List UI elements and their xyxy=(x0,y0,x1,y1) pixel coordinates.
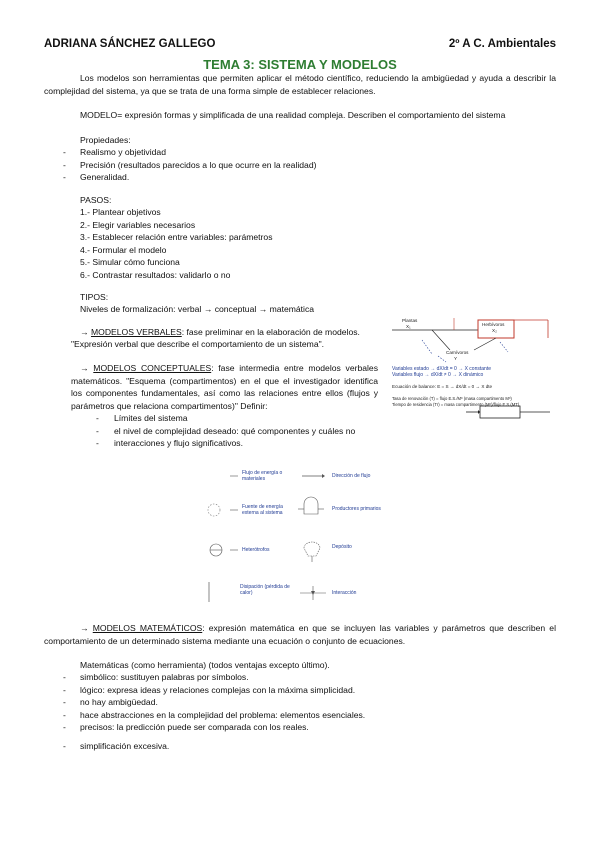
diagram-line-5: Tiempo de residencia (Tr) = masa compartimento (Mº)/flujo E.S.(MT) xyxy=(392,402,520,407)
box-herbivoros: Herbívoros xyxy=(482,322,505,327)
list-item: - interacciones y flujo significativos. xyxy=(96,438,243,449)
box-carnivoros-var: Y xyxy=(454,356,458,361)
list-item: 6.- Contrastar resultados: validarlo o no xyxy=(80,269,231,280)
legend-heterotrofos: Heterótrofos xyxy=(242,547,270,553)
symbols-legend-svg xyxy=(200,460,400,610)
box-plantas: Plantas xyxy=(402,318,418,323)
conceptuales-paragraph: → MODELOS CONCEPTUALES: fase intermedia entre modelos verbales matemáticos. "Esquema (compartimentos) en el que el investigador identifica los componentes fundamentales, así como las relaciones entre ellos (flujos y parámetros que relaciona compartimentos)" Definir: xyxy=(71,363,379,411)
list-item: - Generalidad. xyxy=(63,172,130,183)
legend-productores: Productores primarios xyxy=(332,506,381,512)
page-title: TEMA 3: SISTEMA Y MODELOS xyxy=(203,57,397,72)
propiedades-heading: Propiedades: xyxy=(80,135,131,145)
list-item: - lógico: expresa ideas y relaciones complejas con la máxima simplicidad. xyxy=(63,684,356,695)
list-item: - simbólico: sustituyen palabras por símbolos. xyxy=(63,672,249,682)
verbales-quote: "Expresión verbal que describe el comportamiento de un sistema". xyxy=(71,339,325,349)
list-item: - el nivel de complejidad deseado: qué componentes y cuáles no xyxy=(96,425,356,436)
legend-interaccion: Interacción xyxy=(332,590,357,596)
legend-deposito: Depósito xyxy=(332,544,352,550)
conceptuales-title: MODELOS CONCEPTUALES xyxy=(93,363,212,373)
symbols-legend xyxy=(200,460,400,610)
matematicos-last-item: - simplificación excesiva. xyxy=(63,741,170,751)
verbales-title: MODELOS VERBALES xyxy=(90,327,182,337)
legend-fuente: Fuente de energía externa al sistema xyxy=(242,504,283,516)
list-item: - Realismo y objetividad xyxy=(63,147,166,157)
propiedades-list xyxy=(0,146,600,184)
list-item: - Límites del sistema xyxy=(96,413,188,423)
legend-disipacion: Disipación (pérdida de calor) xyxy=(240,584,290,596)
list-item: - hace abstracciones en la complejidad del problema: elementos esenciales. xyxy=(63,709,366,720)
diagram-line-1: Variables estado → dX/dt = 0 → X constante xyxy=(392,366,491,372)
list-item: 1.- Plantear objetivos xyxy=(80,207,161,217)
matematicos-paragraph: → MODELOS MATEMÁTICOS: expresión matemática en que se incluyen las variables y parámetros que describen el comportamiento de un determinado sistema mediante una ecuación o conjunto de ecuaciones. xyxy=(44,623,556,646)
list-item: - Precisión (resultados parecidos a lo que ocurre en la realidad) xyxy=(63,159,317,170)
course-label: 2º A C. Ambientales xyxy=(448,38,556,50)
list-item: 4.- Formular el modelo xyxy=(80,244,167,255)
matematicos-title: MODELOS MATEMÁTICOS xyxy=(92,623,203,633)
box-carnivoros: Carnívoros xyxy=(446,350,469,355)
diagram-line-3: Ecuación de balance: E = S → dX/dt = 0 → X dte xyxy=(392,384,493,389)
list-item: 5.- Simular cómo funciona xyxy=(80,257,180,268)
compartment-diagram xyxy=(392,310,558,430)
list-item: 2.- Elegir variables necesarios xyxy=(80,219,196,230)
diagram-line-2: Variables flujo → dX/dt ≠ 0 → X dinámico xyxy=(392,372,484,378)
matematicos-list xyxy=(0,671,600,734)
legend-direccion: Dirección de flujo xyxy=(332,473,371,479)
box-plantas-var: X₁ xyxy=(406,324,411,329)
list-item: - no hay ambigüedad. xyxy=(63,697,158,708)
tipos-heading: TIPOS: xyxy=(80,292,109,302)
list-item: 3.- Establecer relación entre variables: parámetros xyxy=(80,232,273,243)
tipos-niveles: Niveles de formalización: verbal → conceptual → matemática xyxy=(80,304,315,314)
verbales-paragraph: → MODELOS VERBALES: fase preliminar en la elaboración de modelos. xyxy=(80,327,360,337)
matematicos-sub: Matemáticas (como herramienta) (todos ventajas excepto último). xyxy=(80,660,330,670)
intro-paragraph: Los modelos son herramientas que permiten aplicar el método científico, reduciendo la ambigüedad y ayuda a describir la complejidad del sistema, ya que se trata de una forma simple de establecer relaciones. xyxy=(44,73,556,96)
box-herbivoros-var: X₂ xyxy=(492,328,497,333)
author-name: ADRIANA SÁNCHEZ GALLEGO xyxy=(44,38,216,50)
diagram-line-4: Tasa de renovación (T) = flujo E.S./Mº (masa compartimento Mº) xyxy=(392,396,512,401)
modelo-definition: MODELO= expresión formas y simplificada de una realidad compleja. Describen el comportamiento del sistema xyxy=(80,110,506,120)
pasos-heading: PASOS: xyxy=(80,195,112,205)
list-item: - precisos: la predicción puede ser comparada con los reales. xyxy=(63,722,309,733)
pasos-list xyxy=(80,206,273,282)
conceptuales-list xyxy=(0,412,400,450)
legend-flujo: Flujo de energía o materiales xyxy=(242,470,283,482)
